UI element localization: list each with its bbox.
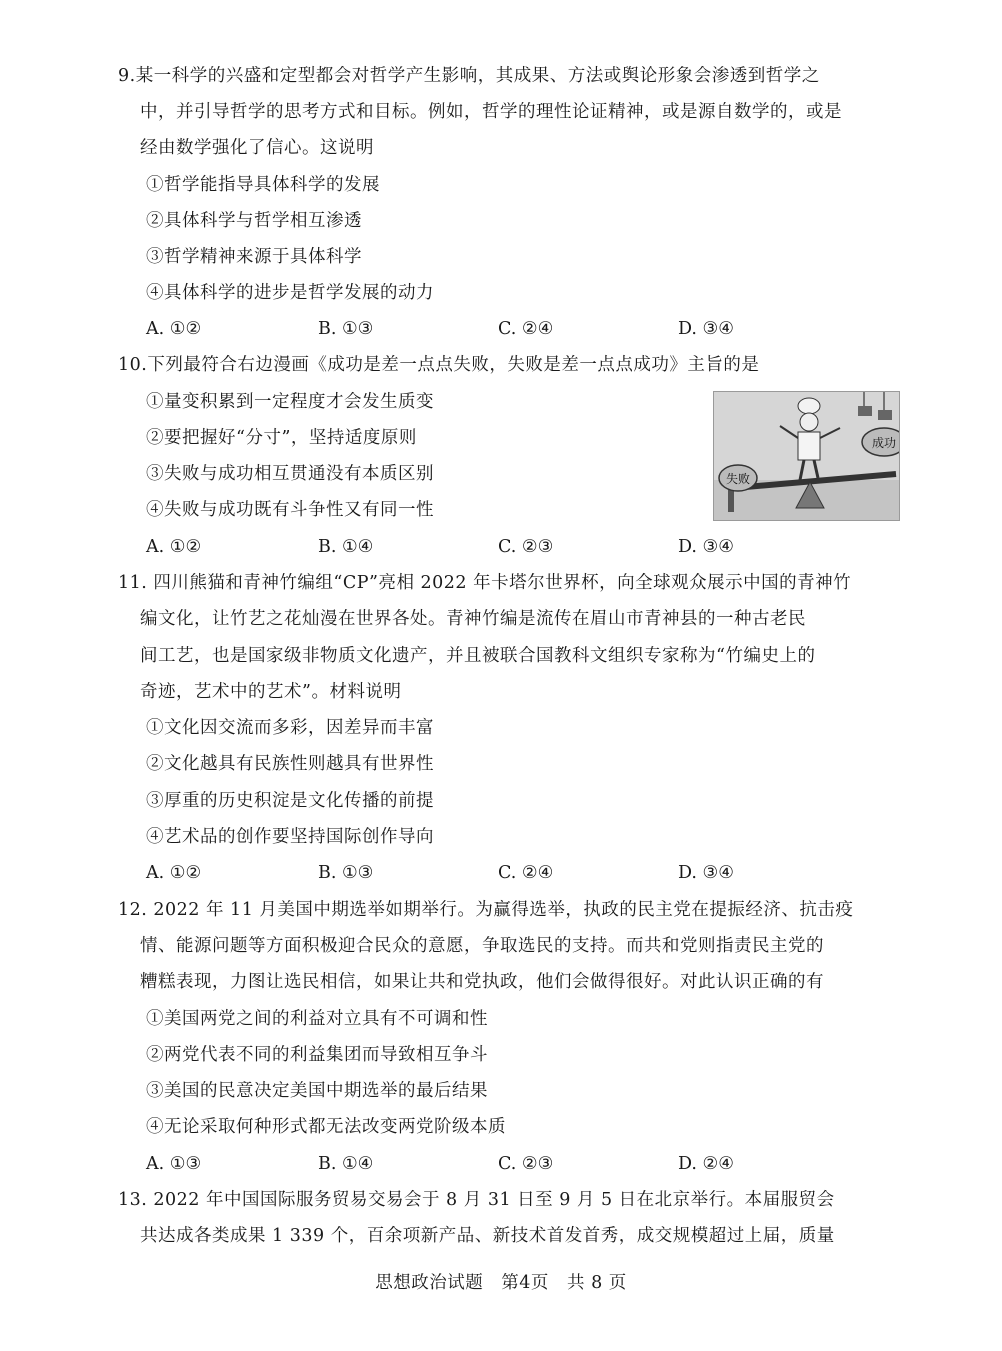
question-11-stem-line-2: 编文化，让竹艺之花灿漫在世界各处。青神竹编是流传在眉山市青神县的一种古老民 bbox=[140, 609, 806, 629]
question-11-answer-c: C. ②④ bbox=[498, 863, 554, 883]
question-10-answer-b: B. ①④ bbox=[318, 537, 374, 557]
question-9-stem-line-2: 中，并引导哲学的思考方式和目标。例如，哲学的理性论证精神，或是源自数学的，或是 bbox=[140, 102, 842, 122]
question-11-answer-b: B. ①③ bbox=[318, 863, 374, 883]
question-10-stem-line-1: 10.下列最符合右边漫画《成功是差一点点失败，失败是差一点点成功》主旨的是 bbox=[118, 355, 760, 375]
question-13-stem-line-1: 13. 2022 年中国国际服务贸易交易会于 8 月 31 日至 9 月 5 日在北京举行。本届服贸会 bbox=[118, 1190, 835, 1210]
question-11-stem-line-1: 11. 四川熊猫和青神竹编组“CP”亮相 2022 年卡塔尔世界杯，向全球观众展示中国的青神竹 bbox=[118, 573, 852, 593]
question-12-stem-line-3: 糟糕表现，力图让选民相信，如果让共和党执政，他们会做得很好。对此认识正确的有 bbox=[140, 972, 824, 992]
question-12-option-1: ①美国两党之间的利益对立具有不可调和性 bbox=[146, 1009, 488, 1029]
cartoon-left-sign-text: 失败 bbox=[725, 472, 751, 486]
question-11-option-2: ②文化越具有民族性则越具有世界性 bbox=[146, 754, 434, 774]
question-10-option-3: ③失败与成功相互贯通没有本质区别 bbox=[146, 464, 434, 484]
question-9-answer-d: D. ③④ bbox=[678, 319, 734, 339]
question-12-option-2: ②两党代表不同的利益集团而导致相互争斗 bbox=[146, 1045, 488, 1065]
cartoon-illustration bbox=[714, 392, 899, 520]
question-9-stem-line-3: 经由数学强化了信心。这说明 bbox=[140, 138, 374, 158]
question-9-option-4: ④具体科学的进步是哲学发展的动力 bbox=[146, 283, 434, 303]
question-12-stem-line-2: 情、能源问题等方面积极迎合民众的意愿，争取选民的支持。而共和党则指责民主党的 bbox=[140, 936, 824, 956]
footer-page-number: 第4页 bbox=[501, 1273, 549, 1293]
question-12-answer-b: B. ①④ bbox=[318, 1154, 374, 1174]
question-13-stem-line-2: 共达成各类成果 1 339 个，百余项新产品、新技术首发首秀，成交规模超过上届，质量 bbox=[140, 1226, 835, 1246]
question-12-stem-line-1: 12. 2022 年 11 月美国中期选举如期举行。为赢得选举，执政的民主党在提振经济、抗击疫 bbox=[118, 900, 854, 920]
question-11-answer-d: D. ③④ bbox=[678, 863, 734, 883]
question-12-answer-d: D. ②④ bbox=[678, 1154, 734, 1174]
question-9-option-3: ③哲学精神来源于具体科学 bbox=[146, 247, 362, 267]
question-10-option-1: ①量变积累到一定程度才会发生质变 bbox=[146, 392, 434, 412]
question-11-option-1: ①文化因交流而多彩，因差异而丰富 bbox=[146, 718, 434, 738]
question-12-answer-a: A. ①③ bbox=[146, 1154, 202, 1174]
question-11-option-3: ③厚重的历史积淀是文化传播的前提 bbox=[146, 791, 434, 811]
question-12-option-3: ③美国的民意决定美国中期选举的最后结果 bbox=[146, 1081, 488, 1101]
question-10-answer-c: C. ②③ bbox=[498, 537, 554, 557]
question-10-option-2: ②要把握好“分寸”，坚持适度原则 bbox=[146, 428, 417, 448]
question-12-option-4: ④无论采取何种形式都无法改变两党阶级本质 bbox=[146, 1117, 506, 1137]
question-9-option-1: ①哲学能指导具体科学的发展 bbox=[146, 175, 380, 195]
question-9-answer-a: A. ①② bbox=[146, 319, 202, 339]
page-footer bbox=[0, 1269, 1002, 1294]
question-12-answer-c: C. ②③ bbox=[498, 1154, 554, 1174]
cartoon-right-sign-text: 成功 bbox=[871, 436, 897, 450]
question-9-option-2: ②具体科学与哲学相互渗透 bbox=[146, 211, 362, 231]
question-11-option-4: ④艺术品的创作要坚持国际创作导向 bbox=[146, 827, 434, 847]
question-9-stem-line-1: 9.某一科学的兴盛和定型都会对哲学产生影响，其成果、方法或舆论形象会渗透到哲学之 bbox=[118, 66, 820, 86]
footer-total-pages: 共 8 页 bbox=[567, 1273, 627, 1293]
cartoon-image bbox=[713, 391, 900, 521]
question-10-answer-a: A. ①② bbox=[146, 537, 202, 557]
question-11-answer-a: A. ①② bbox=[146, 863, 202, 883]
question-11-stem-line-3: 间工艺，也是国家级非物质文化遗产，并且被联合国教科文组织专家称为“竹编史上的 bbox=[140, 646, 816, 666]
question-9-answer-b: B. ①③ bbox=[318, 319, 374, 339]
question-11-stem-line-4: 奇迹，艺术中的艺术”。材料说明 bbox=[140, 682, 402, 702]
question-10-answer-d: D. ③④ bbox=[678, 537, 734, 557]
question-10-option-4: ④失败与成功既有斗争性又有同一性 bbox=[146, 500, 434, 520]
question-9-answer-c: C. ②④ bbox=[498, 319, 554, 339]
footer-subject: 思想政治试题 bbox=[375, 1273, 484, 1293]
